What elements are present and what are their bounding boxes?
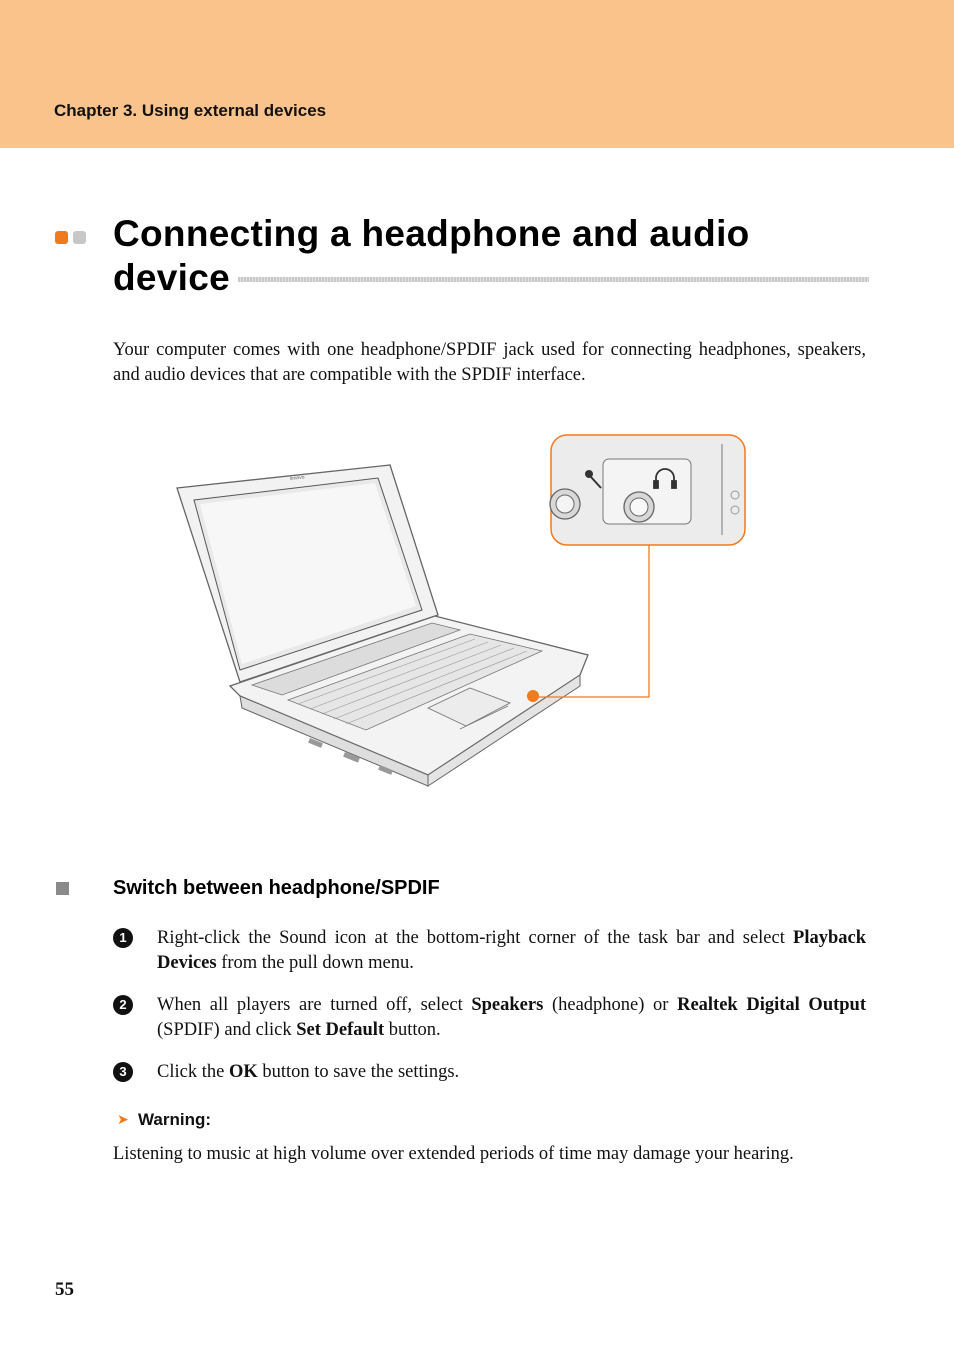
step-1-text: Right-click the Sound icon at the bottom-right corner of the task bar and select Playback Devices from the pull down menu.: [157, 928, 866, 973]
chapter-heading: Chapter 3. Using external devices: [54, 101, 327, 120]
step-2-text: When all players are turned off, select Speakers (headphone) or Realtek Digital Output (SPDIF) and click Set Default button.: [157, 995, 867, 1040]
lid-brand: lenovo: [289, 474, 305, 482]
title-rule: [238, 277, 869, 282]
subsection-bullet-icon: [56, 882, 69, 895]
intro-paragraph: Your computer comes with one headphone/SPDIF jack used for connecting headphones, speakers, and audio devices that are compatible with the SPDIF interface.: [113, 340, 866, 385]
warning-arrow-icon: ➤: [117, 1112, 129, 1128]
step-3-number: 3: [113, 1062, 133, 1082]
page-title: Connecting a headphone and audio device: [113, 213, 750, 298]
step-2-number: 2: [113, 995, 133, 1015]
subsection-title: Switch between headphone/SPDIF: [113, 877, 440, 899]
laptop-illustration: [170, 430, 760, 800]
audio-jack-marker: [527, 690, 539, 702]
page-number: 55: [55, 1279, 74, 1300]
step-1-number: 1: [113, 928, 133, 948]
warning-text: Listening to music at high volume over extended periods of time may damage your hearing.: [113, 1144, 794, 1164]
warning-label: Warning:: [138, 1110, 212, 1129]
header-band: [0, 0, 954, 148]
step-3-text: Click the OK button to save the settings.: [157, 1062, 460, 1082]
